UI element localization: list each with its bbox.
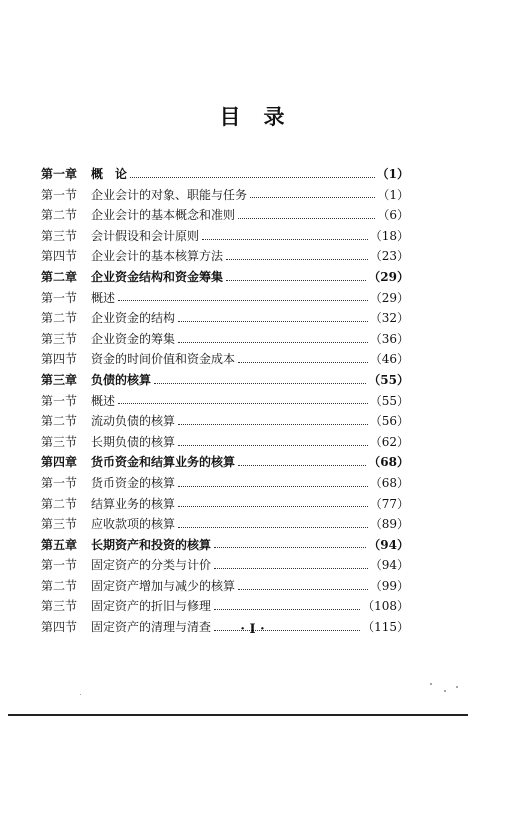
toc-entry-label: 第三章 <box>41 372 78 387</box>
toc-leader-dots <box>178 445 368 446</box>
toc-entry-title: 企业会计的对象、职能与任务 <box>91 187 248 202</box>
toc-entry-label: 第二章 <box>41 269 78 284</box>
toc-leader-dots <box>250 197 375 198</box>
toc-entry-label: 第二节 <box>41 208 78 223</box>
toc-section-entry <box>41 185 409 206</box>
toc-chapter-entry <box>41 535 409 556</box>
toc-entry-title: 企业资金的筹集 <box>91 331 176 346</box>
toc-entry-title: 企业资金的结构 <box>91 311 176 326</box>
toc-leader-dots <box>178 486 368 487</box>
page-title: 目 录 <box>219 104 286 129</box>
toc-entry-title: 资金的时间价值和资金成本 <box>91 352 236 367</box>
toc-entry-page: （108） <box>362 599 409 614</box>
toc-leader-dots <box>226 280 366 281</box>
toc-entry-label: 第五章 <box>41 537 78 552</box>
toc-leader-dots <box>178 342 368 343</box>
toc-entry-label: 第二节 <box>41 496 78 511</box>
toc-leader-dots <box>178 424 368 425</box>
toc-chapter-entry <box>41 452 409 473</box>
toc-leader-dots <box>130 177 375 178</box>
toc-entry-title: 负债的核算 <box>91 372 152 387</box>
toc-entry-page: （89） <box>369 517 409 532</box>
bottom-rule <box>8 714 468 716</box>
toc-entry-title: 概述 <box>91 290 116 305</box>
toc-leader-dots <box>238 589 368 590</box>
toc-chapter-entry <box>41 164 409 185</box>
toc-entry-page: （115） <box>362 620 409 635</box>
toc-entry-page: （23） <box>369 249 409 264</box>
toc-entry-page: （46） <box>369 352 409 367</box>
toc-section-entry <box>41 411 409 432</box>
toc-leader-dots <box>118 403 368 404</box>
toc-entry-page: （18） <box>369 228 409 243</box>
toc-entry-title: 会计假设和会计原则 <box>91 228 200 243</box>
toc-section-entry <box>41 473 409 494</box>
toc-leader-dots <box>238 465 366 466</box>
toc-entry-page: （1） <box>377 187 409 202</box>
scan-speck <box>80 694 81 695</box>
toc-section-entry <box>41 226 409 247</box>
toc-entry-label: 第一节 <box>41 558 78 573</box>
toc-entry-title: 应收款项的核算 <box>91 517 176 532</box>
toc-section-entry <box>41 432 409 453</box>
toc-entry-title: 长期负债的核算 <box>91 434 176 449</box>
toc-section-entry <box>41 391 409 412</box>
toc-entry-label: 第三节 <box>41 599 78 614</box>
page-number: · I · <box>240 622 265 637</box>
toc-entry-label: 第二节 <box>41 578 78 593</box>
toc-section-entry <box>41 596 409 617</box>
toc-entry-title: 货币资金和结算业务的核算 <box>91 455 236 470</box>
toc-leader-dots <box>238 362 368 363</box>
toc-section-entry <box>41 288 409 309</box>
toc-entry-label: 第一节 <box>41 393 78 408</box>
toc-entry-label: 第一节 <box>41 290 78 305</box>
toc-leader-dots <box>214 609 360 610</box>
toc-leader-dots <box>226 259 368 260</box>
toc-entry-label: 第二节 <box>41 311 78 326</box>
toc-chapter-entry <box>41 267 409 288</box>
table-of-contents <box>41 164 409 638</box>
toc-entry-page: （1） <box>376 167 409 181</box>
toc-section-entry <box>41 555 409 576</box>
toc-entry-title: 固定资产的折旧与修理 <box>91 599 212 614</box>
toc-entry-title: 长期资产和投资的核算 <box>91 537 212 552</box>
toc-entry-label: 第四节 <box>41 249 78 264</box>
scan-speck <box>456 686 458 688</box>
toc-leader-dots <box>178 321 368 322</box>
scan-speck <box>444 690 446 692</box>
toc-section-entry <box>41 246 409 267</box>
toc-entry-page: （99） <box>369 578 409 593</box>
toc-leader-dots <box>118 300 368 301</box>
toc-entry-page: （62） <box>369 434 409 449</box>
toc-entry-title: 企业会计的基本核算方法 <box>91 249 224 264</box>
toc-entry-label: 第四节 <box>41 352 78 367</box>
toc-entry-label: 第三节 <box>41 228 78 243</box>
toc-entry-page: （56） <box>369 414 409 429</box>
toc-section-entry <box>41 308 409 329</box>
toc-entry-title: 概述 <box>91 393 116 408</box>
toc-entry-page: （77） <box>369 496 409 511</box>
toc-entry-page: （55） <box>369 393 409 408</box>
scan-speck <box>430 683 432 685</box>
toc-entry-title: 流动负债的核算 <box>91 414 176 429</box>
toc-section-entry <box>41 349 409 370</box>
toc-section-entry <box>41 576 409 597</box>
toc-section-entry <box>41 494 409 515</box>
toc-leader-dots <box>178 527 368 528</box>
toc-section-entry <box>41 329 409 350</box>
toc-entry-title: 固定资产增加与减少的核算 <box>91 578 236 593</box>
toc-entry-page: （68） <box>368 455 409 470</box>
toc-leader-dots <box>238 218 375 219</box>
toc-leader-dots <box>202 239 368 240</box>
toc-entry-title: 企业会计的基本概念和准则 <box>91 208 236 223</box>
toc-entry-page: （6） <box>377 208 409 223</box>
toc-chapter-entry <box>41 370 409 391</box>
toc-entry-page: （94） <box>369 558 409 573</box>
toc-entry-label: 第四节 <box>41 620 78 635</box>
toc-entry-title: 企业资金结构和资金筹集 <box>91 269 224 284</box>
toc-entry-title: 固定资产的清理与清查 <box>91 620 212 635</box>
toc-section-entry <box>41 205 409 226</box>
toc-entry-page: （32） <box>369 311 409 326</box>
toc-entry-title: 货币资金的核算 <box>91 475 176 490</box>
toc-entry-title: 概 论 <box>91 167 128 181</box>
toc-entry-label: 第三节 <box>41 517 78 532</box>
toc-leader-dots <box>214 568 368 569</box>
toc-entry-label: 第四章 <box>41 455 78 470</box>
toc-entry-page: （94） <box>368 537 409 552</box>
toc-entry-title: 固定资产的分类与计价 <box>91 558 212 573</box>
toc-entry-label: 第一节 <box>41 187 78 202</box>
toc-entry-page: （55） <box>368 372 409 387</box>
toc-leader-dots <box>214 547 366 548</box>
toc-entry-page: （36） <box>369 331 409 346</box>
toc-entry-label: 第二节 <box>41 414 78 429</box>
toc-entry-page: （29） <box>369 290 409 305</box>
toc-section-entry <box>41 514 409 535</box>
toc-entry-label: 第三节 <box>41 434 78 449</box>
toc-leader-dots <box>178 506 368 507</box>
toc-entry-page: （68） <box>369 475 409 490</box>
toc-entry-label: 第一章 <box>41 167 78 181</box>
toc-entry-page: （29） <box>368 269 409 284</box>
toc-entry-label: 第三节 <box>41 331 78 346</box>
toc-entry-title: 结算业务的核算 <box>91 496 176 511</box>
toc-entry-label: 第一节 <box>41 475 78 490</box>
toc-leader-dots <box>154 383 366 384</box>
